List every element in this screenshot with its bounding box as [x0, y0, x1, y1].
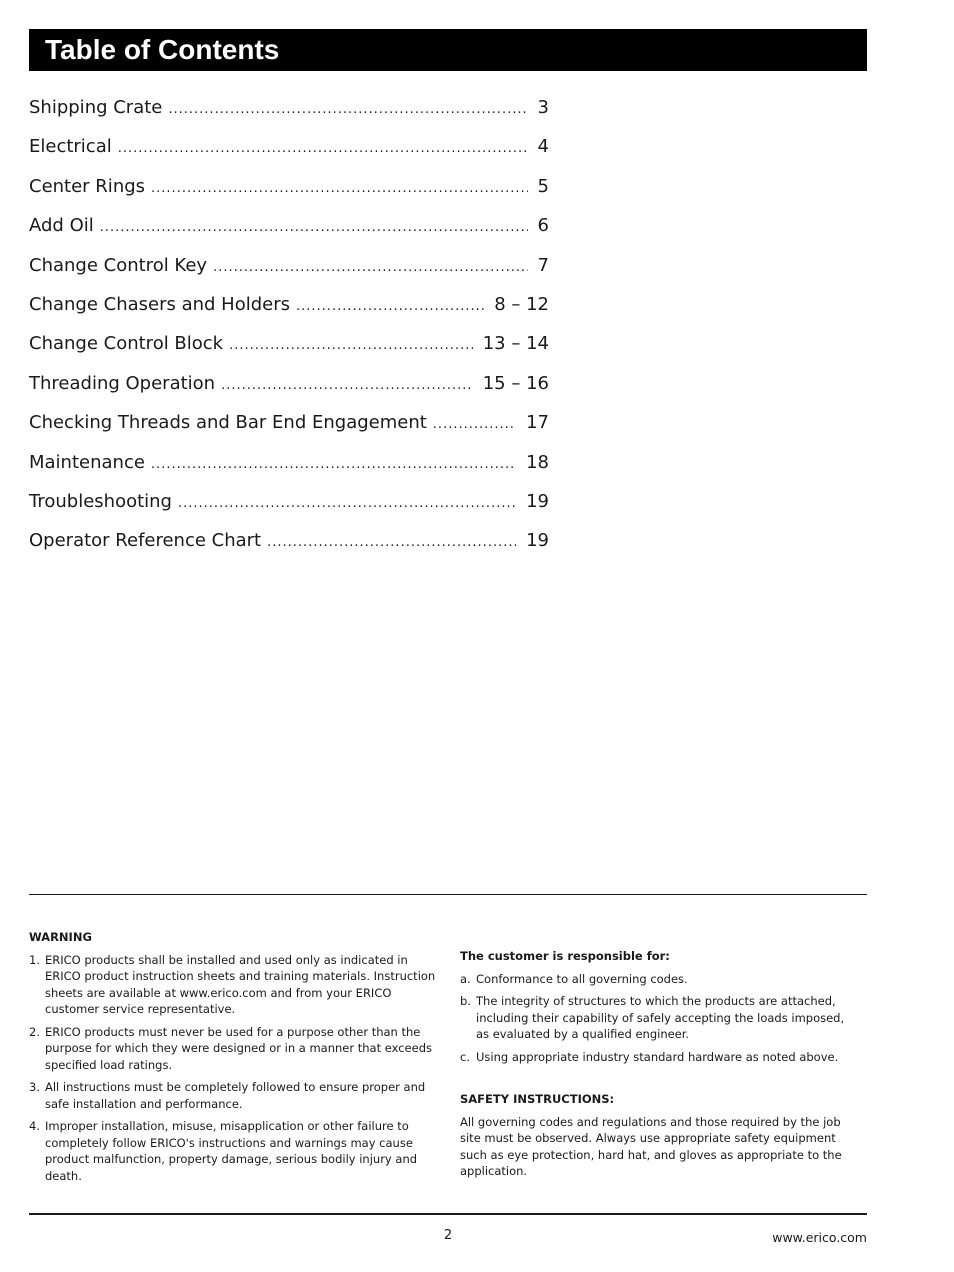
- toc-entry-label: Operator Reference Chart: [29, 530, 262, 552]
- list-item: [29, 1118, 441, 1184]
- warning-section: [29, 929, 441, 1190]
- toc-leader: [296, 299, 484, 314]
- page-title: Table of Contents: [29, 29, 867, 71]
- toc-entry-page: 5: [537, 175, 549, 197]
- list-text: ERICO products shall be installed and used only as indicated in ERICO product instruction sheets and training materials. Instruction sheets are available at www.erico.com and from your ERICO customer service representative.: [45, 952, 436, 1016]
- toc-leader: [118, 141, 528, 156]
- toc-entry-label: Change Control Block: [29, 333, 224, 355]
- toc-leader: [151, 181, 528, 196]
- toc-leader: [100, 220, 528, 235]
- toc-leader: [213, 260, 527, 275]
- toc-leader: [229, 338, 473, 353]
- toc-entry-label: Checking Threads and Bar End Engagement: [29, 412, 427, 434]
- toc-entry-page: 13 – 14: [482, 333, 549, 355]
- toc-entry-label: Shipping Crate: [29, 97, 163, 118]
- toc-entry-page: 19: [526, 530, 549, 552]
- toc-entry-label: Change Chasers and Holders: [29, 293, 291, 315]
- list-marker: 4.: [29, 1119, 40, 1133]
- toc-entry-page: 3: [537, 97, 549, 118]
- table-of-contents: [29, 97, 549, 570]
- list-marker: 3.: [29, 1080, 40, 1094]
- toc-entry-page: 19: [526, 490, 549, 512]
- list-text: Improper installation, misuse, misapplication or other failure to completely follow ERICO's instructions and warnings may cause product malfunction, property damage, serious bodily injury and death.: [45, 1119, 418, 1183]
- safety-heading: SAFETY INSTRUCTIONS:: [460, 1092, 615, 1106]
- toc-entry[interactable]: [29, 373, 549, 412]
- toc-leader: [221, 378, 473, 393]
- toc-leader: [433, 417, 516, 432]
- toc-entry-page: 17: [526, 412, 549, 434]
- toc-entry-label: Add Oil: [29, 215, 94, 237]
- toc-entry-page: 15 – 16: [482, 372, 549, 394]
- footer-divider: [29, 1213, 867, 1215]
- list-item: [460, 971, 860, 988]
- list-marker: c.: [460, 1049, 470, 1064]
- toc-entry[interactable]: [29, 97, 549, 136]
- list-marker: b.: [460, 994, 471, 1008]
- toc-entry-page: 4: [537, 136, 549, 158]
- list-item: [29, 952, 441, 1018]
- safety-text: All governing codes and regulations and those required by the job site must be observed. Always use appropriate safety equipment such as eye protection, hard hat, and gloves as appropriate to the application.: [460, 1114, 842, 1178]
- list-item: [29, 1024, 441, 1074]
- responsibility-list: [460, 971, 860, 1066]
- toc-entry-page: 18: [526, 451, 549, 473]
- toc-leader: [178, 496, 516, 511]
- list-text: All instructions must be completely followed to ensure proper and safe installation and performance.: [45, 1080, 426, 1111]
- list-item: [460, 993, 860, 1043]
- list-text: The integrity of structures to which the products are attached, including their capability of safely accepting the loads imposed, as evaluated by a qualified engineer.: [476, 994, 845, 1041]
- list-item: [29, 1079, 441, 1112]
- toc-entry[interactable]: [29, 491, 549, 530]
- toc-entry[interactable]: [29, 333, 549, 372]
- page-number: 2: [443, 1228, 453, 1243]
- toc-entry[interactable]: [29, 530, 549, 569]
- toc-leader: [151, 457, 516, 472]
- warning-list: [29, 952, 441, 1185]
- list-marker: 1.: [29, 952, 40, 967]
- toc-entry-label: Electrical: [29, 136, 112, 158]
- toc-entry[interactable]: [29, 215, 549, 254]
- toc-entry-label: Change Control Key: [29, 254, 208, 276]
- toc-entry[interactable]: [29, 294, 549, 333]
- toc-entry-label: Maintenance: [29, 451, 145, 473]
- warning-heading: WARNING: [29, 930, 92, 944]
- responsibility-heading: The customer is responsible for:: [460, 949, 670, 963]
- toc-entry[interactable]: [29, 412, 549, 451]
- toc-entry-label: Threading Operation: [29, 372, 216, 394]
- website-link[interactable]: www.erico.com: [772, 1230, 867, 1245]
- toc-entry-label: Troubleshooting: [29, 490, 172, 512]
- toc-entry[interactable]: [29, 136, 549, 175]
- list-marker: 2.: [29, 1024, 40, 1039]
- toc-entry-label: Center Rings: [29, 175, 146, 197]
- list-item: [460, 1049, 860, 1066]
- toc-leader: [168, 102, 527, 117]
- responsibility-section: [460, 948, 860, 1180]
- list-marker: a.: [460, 971, 471, 986]
- toc-leader: [267, 535, 516, 550]
- list-text: Conformance to all governing codes.: [476, 971, 688, 986]
- toc-entry-page: 7: [537, 254, 549, 276]
- divider: [29, 894, 867, 895]
- list-text: Using appropriate industry standard hardware as noted above.: [476, 1049, 839, 1064]
- toc-entry-page: 6: [537, 215, 549, 237]
- toc-entry-page: 8 – 12: [494, 293, 549, 315]
- toc-entry[interactable]: [29, 176, 549, 215]
- toc-entry[interactable]: [29, 255, 549, 294]
- list-text: ERICO products must never be used for a purpose other than the purpose for which they were designed or in a manner that exceeds specified load ratings.: [45, 1024, 432, 1072]
- toc-entry[interactable]: [29, 452, 549, 491]
